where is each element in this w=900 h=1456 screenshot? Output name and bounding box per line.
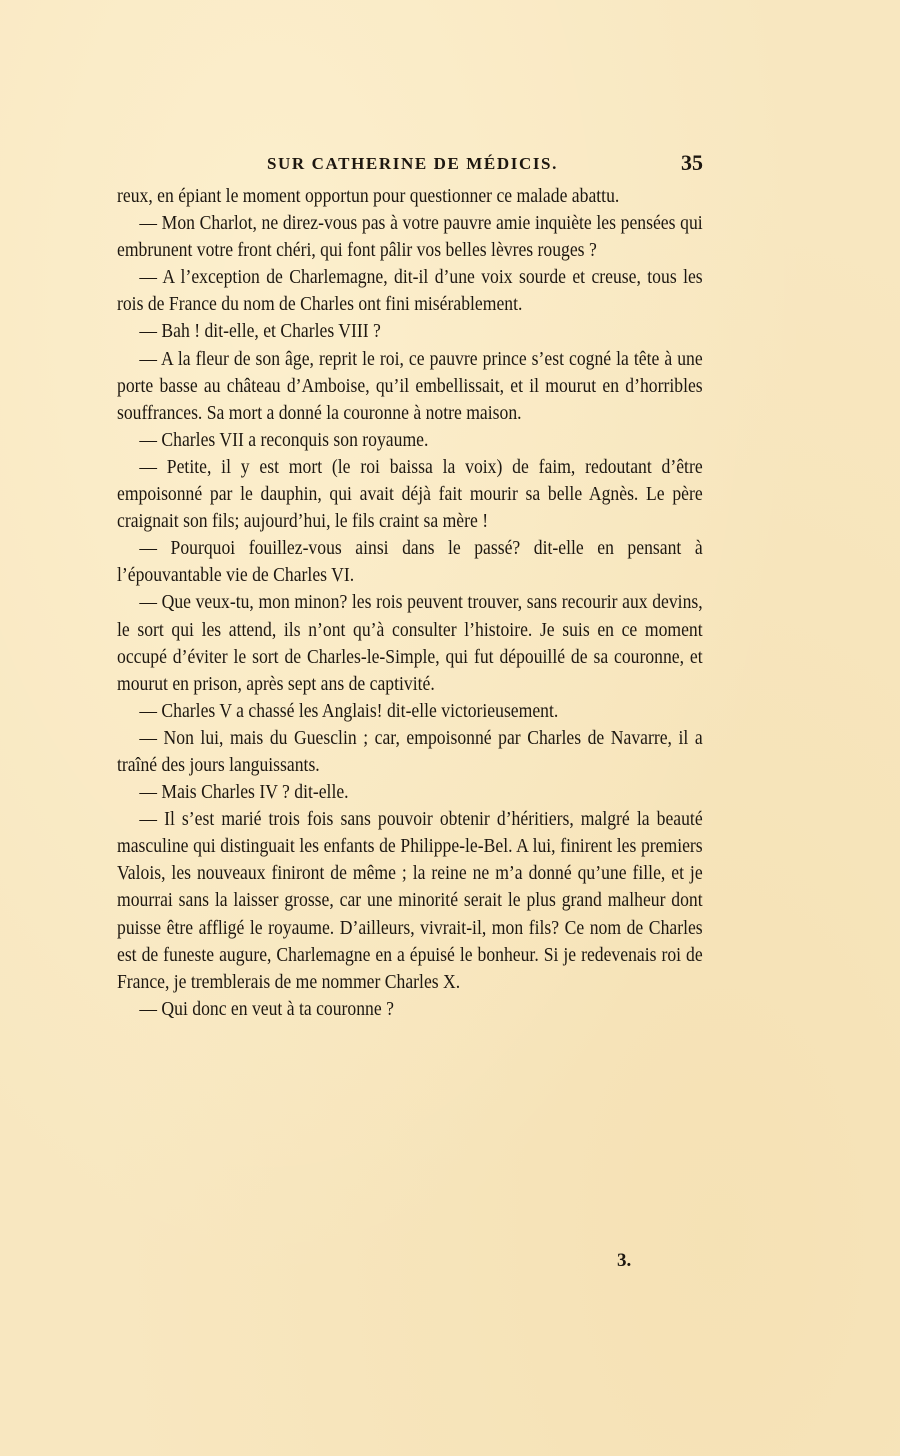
paragraph: — Que veux-tu, mon minon? les rois peuvent trouver, sans recourir aux devins, le sort qui les attend, ils n’ont qu’à consulter l’histoire. Je suis en ce moment occupé d’éviter le sort de Charles-le-Simple, qui fut dépouillé de sa couronne, et mourut en prison, après sept ans de captivité. [117,591,703,695]
paragraph: — Pourquoi fouillez-vous ainsi dans le passé? dit-elle en pensant à l’épouvantable vie de Charles VI. [117,537,703,587]
paragraph: — A la fleur de son âge, reprit le roi, ce pauvre prince s’est cogné la tête à une porte basse au château d’Amboise, qu’il embellissait, et il mourut en d’horribles souffrances. Sa mort a donné la couronne à notre maison. [117,347,703,424]
paragraph: — Mais Charles IV ? dit-elle. [139,781,349,804]
paragraph: reux, en épiant le moment opportun pour questionner ce malade abattu. [117,185,620,207]
paragraph: — Charles V a chassé les Anglais! dit-elle victorieusement. [139,699,559,722]
paragraph: — Qui donc en veut à ta couronne ? [139,997,394,1020]
body-text [117,183,703,1023]
paragraph: — Il s’est marié trois fois sans pouvoir obtenir d’héritiers, malgré la beauté masculine qui distinguait les enfants de Philippe-le-Bel. A lui, finirent les premiers Valois, les nouveaux finiront de même ; la reine ne m’a donné qu’une fille, et je mourrai sans la laisser grosse, car une minorité serait le plus grand malheur dont puisse être affligé le royaume. D’ailleurs, vivrait-il, mon fils? Ce nom de Charles est de funeste augure, Charlemagne en a épuisé le bonheur. Si je redevenais roi de France, je tremblerais de me nommer Charles X. [117,808,703,993]
paragraph: — Non lui, mais du Guesclin ; car, empoisonné par Charles de Navarre, il a traîné des jours languissants. [117,726,703,776]
paragraph: — Bah ! dit-elle, et Charles VIII ? [139,320,381,343]
running-title: SUR CATHERINE DE MÉDICIS. [267,154,558,173]
paragraph: — Charles VII a reconquis son royaume. [139,428,429,451]
paragraph: — Petite, il y est mort (le roi baissa la voix) de faim, redoutant d’être empoisonné par le dauphin, qui avait déjà fait mourir sa belle Agnès. Le père craignait son fils; aujourd’hui, le fils craint sa mère ! [117,455,703,533]
paragraph: — Mon Charlot, ne direz-vous pas à votre pauvre amie inquiète les pensées qui embrunent votre front chéri, qui font pâlir vos belles lèvres rouges ? [117,212,703,262]
paragraph: — A l’exception de Charlemagne, dit-il d’une voix sourde et creuse, tous les rois de France du nom de Charles ont fini misérablement. [117,266,703,316]
signature-mark: 3. [617,1250,632,1271]
page-header [117,150,703,178]
page-number: 35 [681,150,703,175]
